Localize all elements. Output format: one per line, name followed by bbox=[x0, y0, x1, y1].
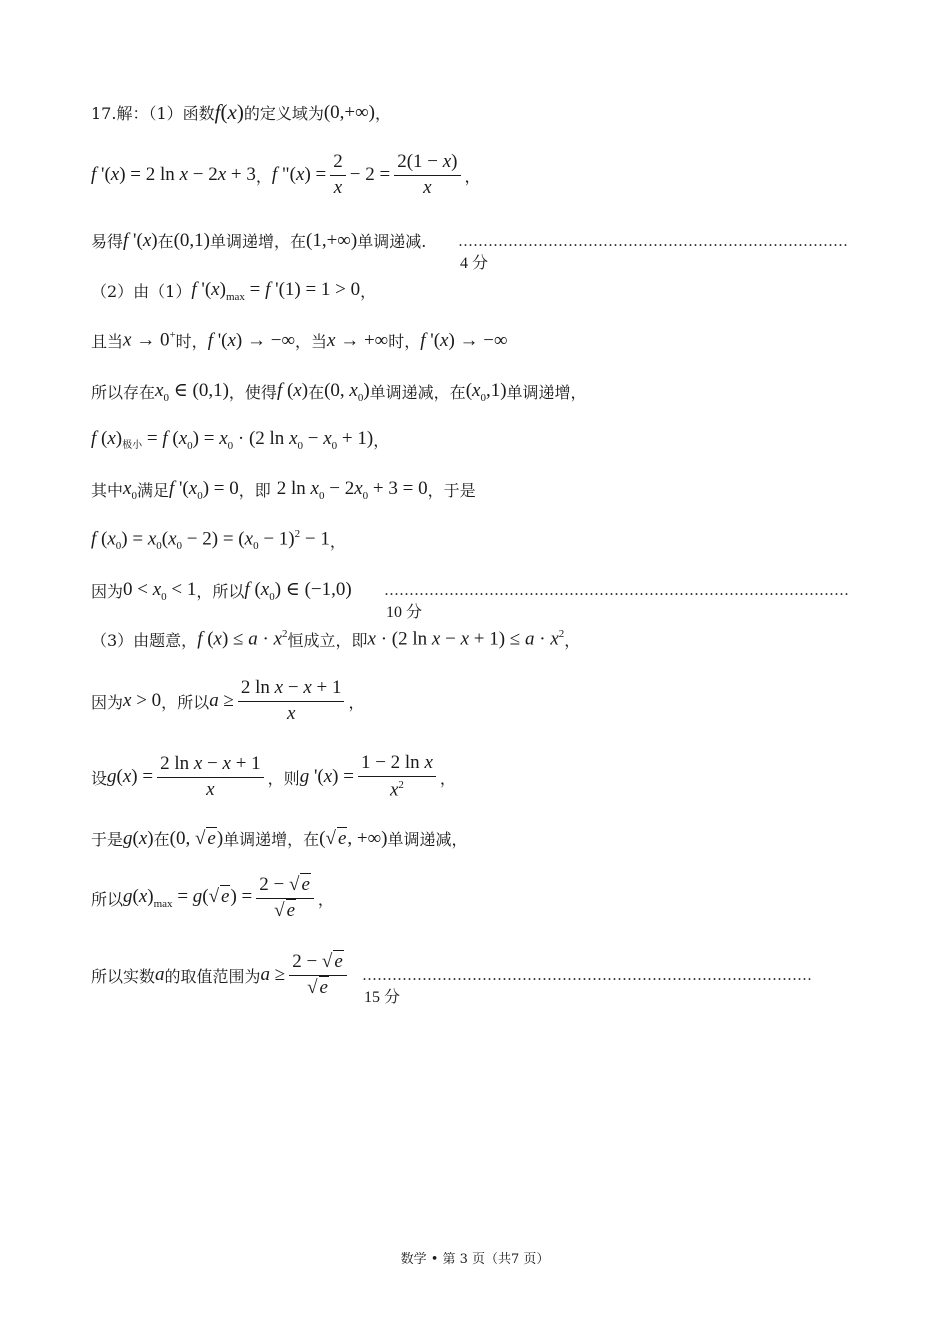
text: 在 bbox=[308, 382, 325, 402]
conclusion-line bbox=[91, 952, 351, 999]
comma: ， bbox=[348, 692, 365, 712]
formula-x0: $x_0$ ∈ (0,1) bbox=[155, 380, 229, 404]
g-monotonic-line bbox=[91, 827, 467, 850]
dot-leader: ………………………………………………………………………………… bbox=[384, 581, 849, 599]
min-value-line bbox=[91, 428, 389, 452]
score-leader-10 bbox=[384, 581, 849, 622]
score-label: 15 分 bbox=[364, 989, 401, 1006]
formula-range: f $(x_0)$ ∈ (−1,0) bbox=[244, 579, 352, 603]
text: 的取值范围为 bbox=[164, 966, 261, 986]
page-footer: 数学 • 第 3 页（共7 页） bbox=[400, 1252, 550, 1267]
range-line bbox=[91, 578, 352, 603]
formula-eq: 2 $\ln x_0 - 2x_0 + 3 = 0$ bbox=[276, 478, 428, 502]
text: 时， bbox=[175, 332, 208, 351]
condition-line bbox=[91, 478, 476, 502]
formula-ineq: $0 < x_0 < 1$ bbox=[123, 578, 197, 603]
formula-interval: (√ e, +∞) bbox=[319, 827, 388, 849]
score-label: 10 分 bbox=[386, 604, 423, 621]
text: 所以存在 bbox=[91, 382, 156, 402]
fraction-g: $\frac{\text{2 ln x − x + 1}}{x}$ bbox=[157, 754, 264, 801]
formula-fprime: f '(x) = 2 ln x − 2x + 3 bbox=[91, 164, 256, 186]
formula-fx: f (x) bbox=[276, 380, 309, 402]
text: 单调递减， bbox=[387, 830, 468, 849]
formula-fprime-short: f '(x) bbox=[123, 229, 158, 251]
formula-interval: (0, $x_0$) bbox=[324, 379, 370, 404]
text: ，所以 bbox=[161, 692, 210, 712]
text: 单调递增， bbox=[506, 382, 587, 402]
comma: ， bbox=[564, 631, 581, 650]
heading-text: 17.解：（1）函数 bbox=[91, 104, 215, 123]
fraction-2-1-x-over-x: $\frac{2(1 - x)}{x}$ bbox=[394, 152, 460, 199]
text: ，即 bbox=[238, 481, 271, 501]
a-bound-line bbox=[91, 678, 364, 725]
text: 其中 bbox=[91, 481, 124, 501]
fraction-answer: $\frac{2 - √ e}{√ e}$ bbox=[289, 952, 347, 999]
formula-limit: x → +∞ bbox=[327, 329, 389, 351]
text: 单调递减. bbox=[357, 232, 427, 251]
formula-interval: (1,+∞) bbox=[306, 229, 358, 251]
text: 单调递增，在 bbox=[210, 232, 307, 251]
fraction-2-over-x: $\frac{2}{x}$ bbox=[330, 152, 346, 199]
formula-fprime-x0: f '$(x_0) = 0$ bbox=[168, 478, 239, 502]
existence-line bbox=[91, 379, 587, 404]
substitution-line bbox=[91, 528, 346, 552]
text: 所以实数 bbox=[91, 966, 156, 986]
dot-leader: ……………………………………………………………………………… bbox=[362, 966, 812, 984]
text: ，所以 bbox=[196, 581, 245, 601]
text: 易得 bbox=[91, 232, 124, 251]
text: ，使得 bbox=[228, 382, 277, 402]
text: 单调递减，在 bbox=[369, 382, 466, 402]
text: 于是 bbox=[91, 830, 124, 849]
formula-interval: $(x_0,1)$ bbox=[465, 379, 507, 404]
solution-heading bbox=[91, 100, 391, 125]
fraction-a-bound: $\frac{\text{2 ln x − x + 1}}{x}$ bbox=[238, 678, 345, 725]
text: 恒成立，即 bbox=[287, 631, 368, 650]
g-max-line bbox=[91, 875, 334, 922]
comma: ， bbox=[329, 531, 346, 551]
comma: ， bbox=[464, 166, 481, 186]
text: 因为 bbox=[91, 692, 124, 712]
text: ，则 bbox=[267, 768, 300, 788]
dot-leader: …………………………………………………………………… bbox=[458, 232, 848, 250]
formula-fmin: f $(x)_{极小} = f$ $(x_0) = x_0 \cdot (2$ $\ln x_0 - x_0 + 1$) bbox=[91, 428, 374, 452]
formula-g: g(x) bbox=[123, 827, 154, 849]
text: 单调递增，在 bbox=[223, 830, 320, 849]
text: 设 bbox=[91, 768, 108, 788]
formula-domain: (0,+∞) bbox=[323, 101, 375, 123]
comma: ， bbox=[375, 104, 392, 123]
formula-interval: (0,1) bbox=[173, 229, 210, 251]
formula-limit: f '(x) → −∞ bbox=[420, 329, 508, 351]
formula-fx: f(x) bbox=[214, 100, 244, 124]
min-subscript: 极小 bbox=[122, 440, 143, 451]
derivative-line bbox=[91, 152, 481, 199]
text: （2）由（1） bbox=[91, 282, 192, 302]
fraction-gprime: $\frac{\text{1 − 2 ln x}}{x^2}$ bbox=[358, 753, 436, 801]
sep: ， bbox=[255, 166, 272, 186]
formula-fx0: f $(x_0) = x_0(x_0 - 2) = (x_0 - 1)^2 - 1$ bbox=[91, 528, 330, 553]
formula-limit: x → 0+ bbox=[123, 329, 176, 351]
formula-a: a bbox=[155, 964, 165, 986]
formula-g: g(x) = bbox=[107, 766, 154, 788]
formula-gmax: $g(x)_{max} = g(√$ e) = bbox=[123, 886, 253, 911]
formula-ineq: x · (2 $\ln x - x + 1) \le a \cdot x^2$ bbox=[367, 628, 565, 650]
formula-ineq: x > 0 bbox=[123, 690, 162, 712]
text: 因为 bbox=[91, 581, 124, 601]
formula-gprime: g '(x) = bbox=[299, 766, 354, 788]
text: 在 bbox=[153, 830, 170, 849]
text: ，于是 bbox=[427, 481, 476, 501]
g-def-line bbox=[91, 753, 456, 801]
text: 在 bbox=[157, 232, 174, 251]
formula-a: a ≥ bbox=[260, 964, 286, 986]
fraction-gmax: $\frac{2 - √ e}{√ e}$ bbox=[256, 875, 314, 922]
formula-max: f '$(x)_{max} = f$ '(1) = 1 > 0 bbox=[191, 279, 361, 303]
formula-a: a ≥ bbox=[209, 690, 234, 712]
formula-minus2: − 2 = bbox=[349, 164, 391, 186]
score-leader-4 bbox=[458, 232, 848, 273]
text: 所以 bbox=[91, 889, 124, 909]
formula-limit: f '(x) → −∞ bbox=[207, 329, 296, 351]
formula-ineq: f $(x) \le a \cdot x^2$ bbox=[197, 628, 288, 650]
limit-line bbox=[91, 329, 508, 352]
comma: ， bbox=[317, 889, 334, 909]
part2-line bbox=[91, 279, 376, 303]
score-label: 4 分 bbox=[460, 255, 489, 272]
score-leader-15 bbox=[362, 966, 817, 1007]
comma: ， bbox=[360, 282, 377, 302]
comma: ， bbox=[373, 431, 390, 451]
formula-fsecond: f "(x) = bbox=[271, 164, 327, 186]
monotonic-line bbox=[91, 229, 426, 252]
formula-x0: $x_0$ bbox=[123, 478, 137, 502]
comma: ， bbox=[439, 768, 456, 788]
formula-interval: (0, √ e) bbox=[169, 827, 224, 849]
text: 满足 bbox=[136, 481, 169, 501]
text: ，当 bbox=[295, 332, 328, 351]
text: （3）由题意， bbox=[91, 631, 198, 650]
part3-line bbox=[91, 628, 580, 651]
text: 时， bbox=[388, 332, 421, 351]
text: 且当 bbox=[91, 332, 124, 351]
domain-text: 的定义域为 bbox=[243, 104, 324, 123]
